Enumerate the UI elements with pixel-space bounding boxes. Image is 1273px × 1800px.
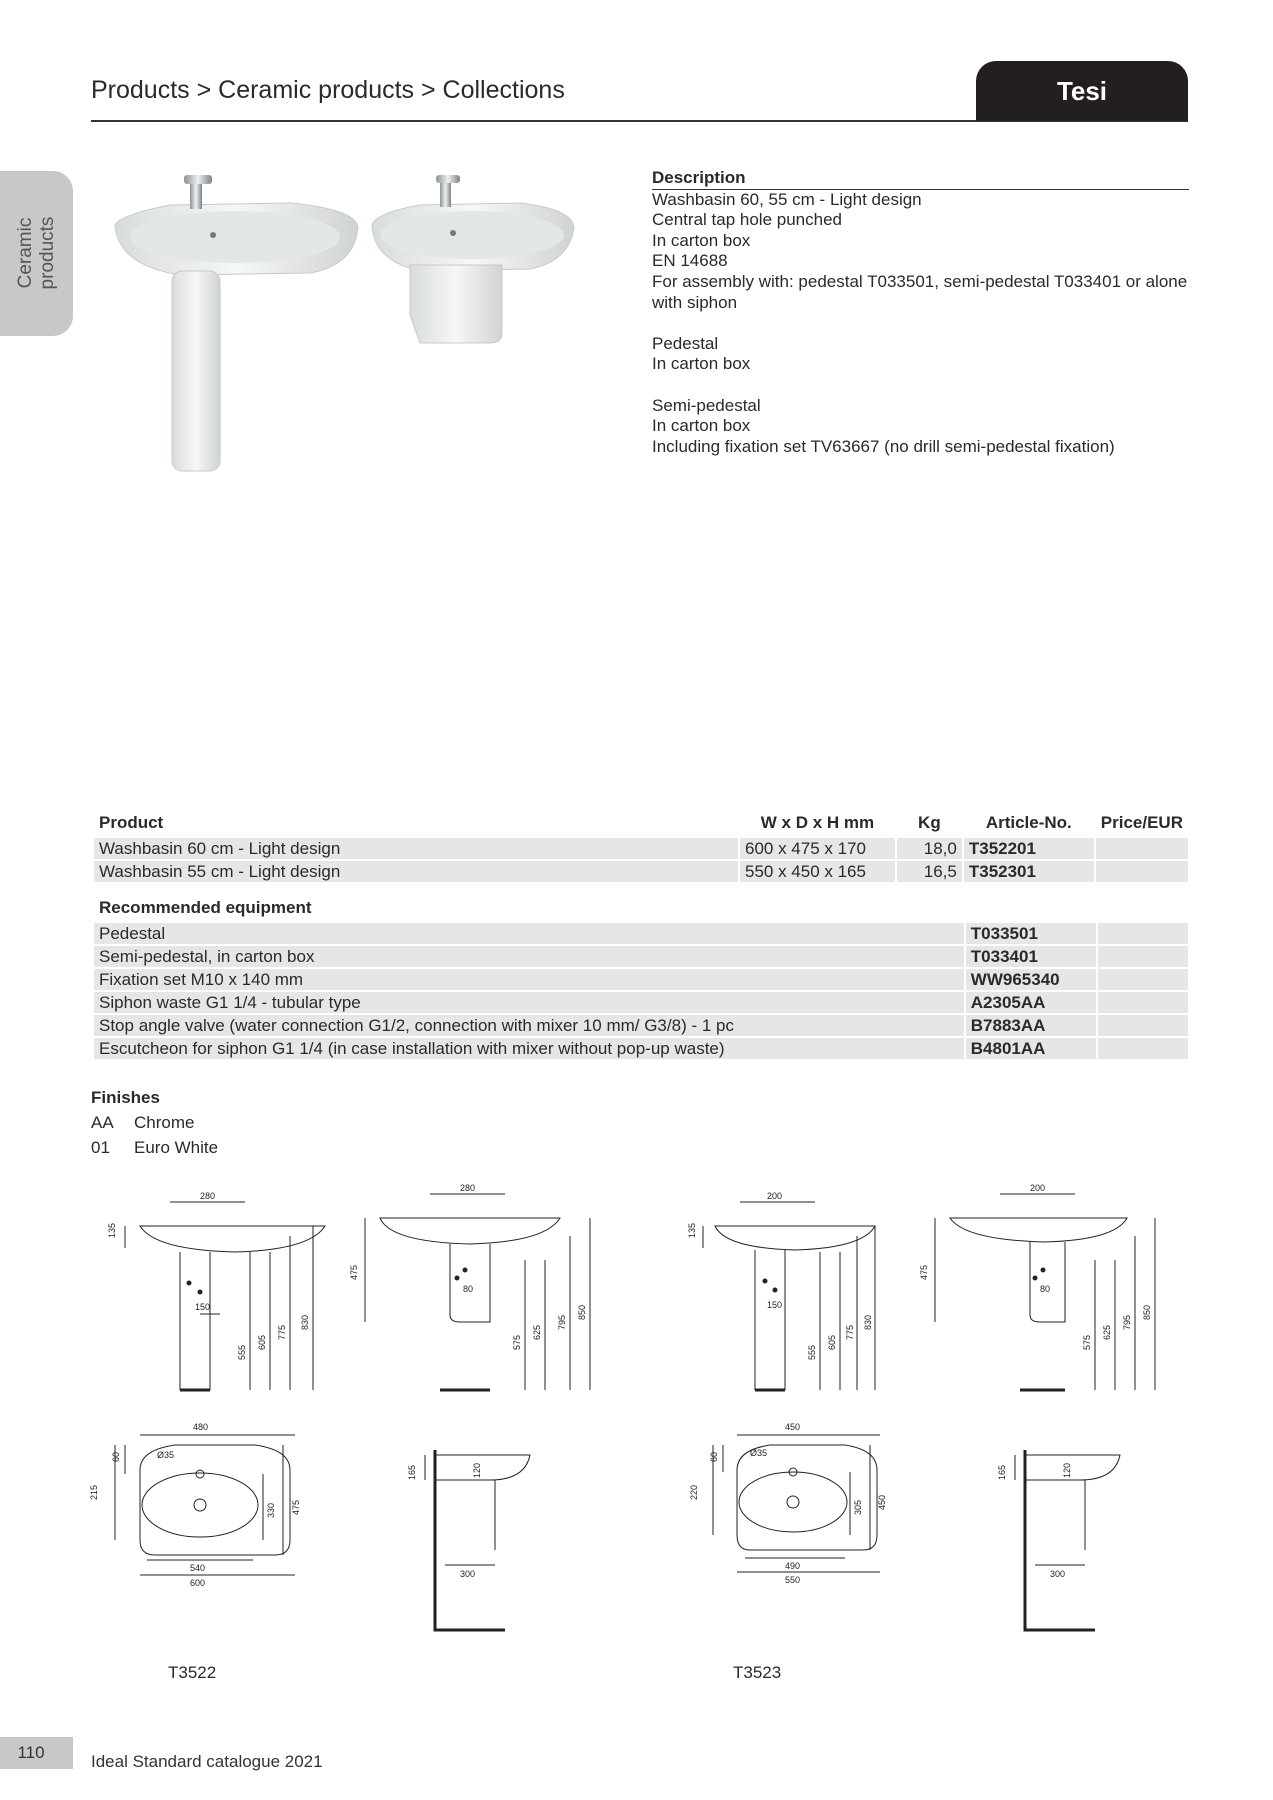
product-photo (110, 165, 580, 545)
collection-tab[interactable]: Tesi (976, 61, 1188, 121)
desc-line: For assembly with: pedestal T033501, semi-pedestal T033401 or alone with siphon (652, 271, 1188, 312)
dim-label: 625 (1102, 1324, 1112, 1340)
kg-cell: 16,5 (897, 861, 962, 882)
description-block (652, 168, 1189, 457)
finishes-title: Finishes (91, 1088, 160, 1107)
dim-label: 795 (557, 1314, 567, 1330)
dim-label: 830 (863, 1314, 873, 1330)
dim-label: 200 (1030, 1183, 1046, 1193)
desc-line: Semi-pedestal (652, 395, 761, 415)
dim-label: 150 (767, 1300, 783, 1310)
breadcrumb[interactable]: Products > Ceramic products > Collections (91, 76, 565, 104)
article-cell[interactable]: T033401 (966, 946, 1096, 967)
dim-label: 220 (689, 1484, 699, 1500)
dim-label: Ø35 (157, 1450, 175, 1460)
price-cell (1098, 1015, 1188, 1036)
product-cell: Pedestal (94, 923, 964, 944)
dim-label: 280 (200, 1191, 216, 1201)
dim-label: 575 (1082, 1334, 1092, 1350)
table-row (94, 969, 1188, 990)
side-tab-label: Ceramic products (15, 216, 58, 290)
product-cell: Semi-pedestal, in carton box (94, 946, 964, 967)
dim-label: 135 (687, 1222, 697, 1238)
price-cell (1096, 838, 1188, 859)
product-cell: Fixation set M10 x 140 mm (94, 969, 964, 990)
t3522-pedestal-elevation (107, 1191, 325, 1390)
drawing-caption-t3522: T3522 (168, 1663, 217, 1682)
product-cell: Siphon waste G1 1/4 - tubular type (94, 992, 964, 1013)
table-row (94, 838, 1188, 859)
dim-label: 540 (190, 1563, 206, 1573)
dim-label: 120 (1062, 1462, 1072, 1478)
finish-code: 01 (91, 1138, 110, 1157)
dim-label: 795 (1122, 1314, 1132, 1330)
desc-line: Washbasin 60, 55 cm - Light design (652, 189, 922, 209)
dim-label: 305 (853, 1499, 863, 1515)
price-cell (1098, 1038, 1188, 1059)
drawing-caption-t3523: T3523 (733, 1663, 782, 1682)
dim-label: 280 (460, 1183, 476, 1193)
dim-label: 80 (463, 1284, 474, 1294)
dim-label: 450 (877, 1494, 887, 1510)
dim-label: 300 (1050, 1569, 1066, 1579)
article-cell[interactable]: T352201 (964, 838, 1094, 859)
footer-text: Ideal Standard catalogue 2021 (91, 1752, 323, 1771)
article-cell[interactable]: T033501 (966, 923, 1096, 944)
article-cell[interactable]: A2305AA (966, 992, 1096, 1013)
description-title: Description (652, 168, 1189, 190)
article-cell[interactable]: B7883AA (966, 1015, 1096, 1036)
t3523-semi-pedestal-elevation (919, 1183, 1155, 1390)
table-row (94, 1038, 1188, 1059)
table-header-row (94, 810, 1188, 836)
finish-item (91, 1135, 218, 1160)
col-header-kg: Kg (897, 810, 962, 836)
dim-label: 215 (89, 1484, 99, 1500)
dim-label: 550 (785, 1575, 801, 1585)
article-cell[interactable]: B4801AA (966, 1038, 1096, 1059)
kg-cell: 18,0 (897, 838, 962, 859)
dim-label: 605 (827, 1334, 837, 1350)
dim-label: 490 (785, 1561, 801, 1571)
col-header-product: Product (94, 810, 738, 836)
dim-label: 575 (512, 1334, 522, 1350)
product-cell: Stop angle valve (water connection G1/2, connection with mixer 10 mm/ G3/8) - 1 pc (94, 1015, 964, 1036)
finish-code: AA (91, 1113, 114, 1132)
desc-line: Pedestal (652, 333, 719, 353)
dim-label: 600 (190, 1578, 206, 1588)
dim-label: 480 (193, 1422, 209, 1432)
dim-label: 475 (919, 1264, 929, 1280)
dim-label: 625 (532, 1324, 542, 1340)
washbasin-with-pedestal-image (115, 175, 358, 471)
dim-label: 330 (266, 1502, 276, 1518)
dim-label: Ø35 (750, 1448, 768, 1458)
t3522-plan-view (89, 1422, 301, 1588)
pedestal-description (652, 334, 1189, 375)
t3523-pedestal-elevation (687, 1191, 875, 1390)
desc-line: EN 14688 (652, 251, 728, 271)
t3523-plan-view (689, 1422, 887, 1585)
t3522-side-view (407, 1450, 530, 1630)
dim-label: 830 (300, 1314, 310, 1330)
dim-label: 475 (291, 1499, 301, 1515)
dim-label: 165 (407, 1464, 417, 1480)
equipment-table (92, 893, 1190, 1061)
table-row (94, 861, 1188, 882)
dims-cell: 550 x 450 x 165 (740, 861, 895, 882)
price-cell (1098, 992, 1188, 1013)
dim-label: 850 (1142, 1304, 1152, 1320)
table-row (94, 1015, 1188, 1036)
dim-label: 135 (107, 1222, 117, 1238)
dim-label: 80 (1040, 1284, 1051, 1294)
table-row (94, 992, 1188, 1013)
page-number: 110 (17, 1743, 45, 1762)
dim-label: 555 (237, 1344, 247, 1360)
desc-line: In carton box (652, 230, 751, 250)
finish-name: Chrome (134, 1113, 195, 1132)
t3522-semi-pedestal-elevation (349, 1183, 590, 1390)
t3523-side-view (997, 1450, 1120, 1630)
finishes-block (91, 1085, 218, 1160)
desc-line: In carton box (652, 416, 751, 436)
dim-label: 60 (709, 1451, 719, 1462)
dim-label: 450 (785, 1422, 801, 1432)
dim-label: 555 (807, 1344, 817, 1360)
dim-label: 60 (111, 1451, 121, 1462)
dim-label: 150 (195, 1302, 211, 1312)
dim-label: 200 (767, 1191, 783, 1201)
basin-description (652, 190, 1189, 314)
dim-label: 300 (460, 1569, 476, 1579)
price-cell (1098, 969, 1188, 990)
section-side-tab[interactable] (0, 171, 73, 336)
technical-drawings (85, 1180, 1195, 1650)
col-header-dimensions: W x D x H mm (740, 810, 895, 836)
desc-line: Including fixation set TV63667 (no drill semi-pedestal fixation) (652, 436, 1115, 456)
article-cell[interactable]: T352301 (964, 861, 1094, 882)
dim-label: 120 (472, 1462, 482, 1478)
table-row (94, 923, 1188, 944)
semi-pedestal-description (652, 396, 1189, 458)
desc-line: In carton box (652, 354, 751, 374)
product-table (92, 808, 1190, 884)
product-cell: Escutcheon for siphon G1 1/4 (in case installation with mixer without pop-up waste) (94, 1038, 964, 1059)
dim-label: 165 (997, 1464, 1007, 1480)
price-cell (1098, 923, 1188, 944)
finish-item (91, 1110, 218, 1135)
dim-label: 775 (277, 1324, 287, 1340)
product-cell: Washbasin 60 cm - Light design (94, 838, 738, 859)
price-cell (1098, 946, 1188, 967)
table-row (94, 946, 1188, 967)
dim-label: 775 (845, 1324, 855, 1340)
finish-name: Euro White (134, 1138, 219, 1157)
col-header-article: Article-No. (964, 810, 1094, 836)
washbasin-with-semi-pedestal-image (372, 175, 574, 343)
product-cell: Washbasin 55 cm - Light design (94, 861, 738, 882)
dim-label: 605 (257, 1334, 267, 1350)
price-cell (1096, 861, 1188, 882)
dims-cell: 600 x 475 x 170 (740, 838, 895, 859)
dim-label: 850 (577, 1304, 587, 1320)
desc-line: Central tap hole punched (652, 210, 842, 230)
equipment-title: Recommended equipment (94, 895, 1188, 921)
dim-label: 475 (349, 1264, 359, 1280)
article-cell[interactable]: WW965340 (966, 969, 1096, 990)
col-header-price: Price/EUR (1096, 810, 1188, 836)
equipment-title-row (94, 895, 1188, 921)
